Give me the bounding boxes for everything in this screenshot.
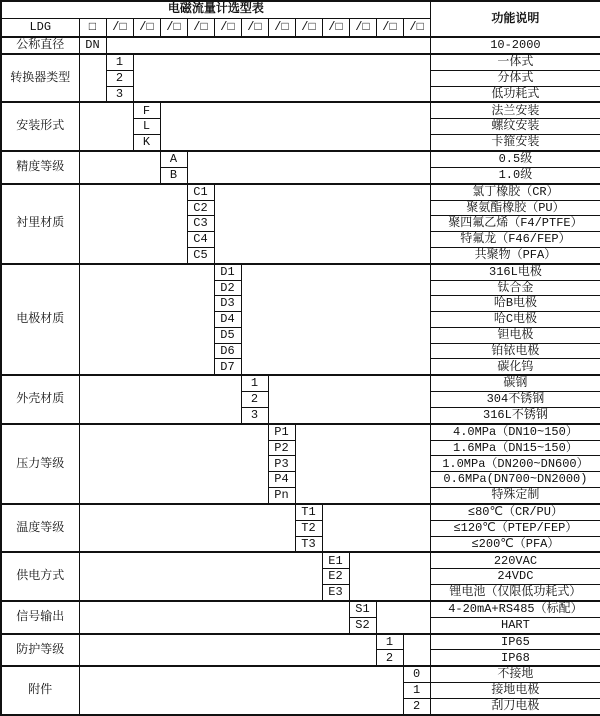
option-code-cell: D4 [214,312,241,328]
option-row [1,375,600,391]
option-desc-cell: 低功耗式 [430,86,600,102]
option-desc-cell: 特氟龙（F46/FEP） [430,232,600,248]
category-label: 压力等级 [1,424,79,504]
option-row [1,184,600,200]
category-label: 信号输出 [1,601,79,634]
option-code-cell: 2 [376,650,403,666]
option-code-cell: L [133,119,160,135]
spacer-cell [79,264,214,376]
category-label: 安装形式 [1,102,79,151]
option-desc-cell: 10-2000 [430,37,600,54]
code-slot-cell: /□ [241,18,268,37]
option-desc-cell: 1.0级 [430,167,600,183]
spacer-cell [214,184,430,264]
spacer-cell [79,552,322,601]
spacer-cell [322,504,430,553]
code-slot-cell: /□ [268,18,295,37]
option-desc-cell: 1.0MPa（DN200~DN600） [430,456,600,472]
spacer-cell [79,184,187,264]
category-label: 附件 [1,666,79,715]
code-slot-cell: /□ [214,18,241,37]
option-desc-cell: 哈B电极 [430,296,600,312]
spacer-cell [79,666,403,715]
option-code-cell: B [160,167,187,183]
option-desc-cell: 304不锈钢 [430,392,600,408]
option-desc-cell: 不接地 [430,666,600,682]
option-code-cell: 2 [403,698,430,715]
option-desc-cell: 氯丁橡胶（CR） [430,184,600,200]
option-code-cell: 1 [376,634,403,650]
option-code-cell: D7 [214,359,241,375]
spacer-cell [403,634,430,667]
option-code-cell: 2 [106,70,133,86]
code-slot-cell: /□ [376,18,403,37]
option-code-cell: D6 [214,343,241,359]
spacer-cell [241,264,430,376]
option-code-cell: Pn [268,488,295,504]
spacer-cell [349,552,430,601]
option-desc-cell: 螺纹安装 [430,119,600,135]
option-desc-cell: ≤80℃（CR/PU） [430,504,600,520]
option-row [1,666,600,682]
option-row [1,424,600,440]
option-code-cell: 3 [241,407,268,423]
option-code-cell: P4 [268,472,295,488]
option-row [1,102,600,118]
spacer-cell [376,601,430,634]
option-desc-cell: 碳钢 [430,375,600,391]
option-desc-cell: ≤200℃（PFA） [430,536,600,552]
spacer-cell [79,102,133,151]
option-desc-cell: 316L电极 [430,264,600,280]
spacer-cell [79,634,376,667]
dn-row [1,37,600,54]
category-label: 温度等级 [1,504,79,553]
spacer-cell [106,37,430,54]
option-code-cell: D3 [214,296,241,312]
option-desc-cell: 聚氨酯橡胶（PU） [430,200,600,216]
spacer-cell [295,424,430,504]
option-code-cell: DN [79,37,106,54]
title-row [1,1,600,18]
option-desc-cell: 聚四氟乙烯（F4/PTFE） [430,216,600,232]
code-slot-cell: /□ [403,18,430,37]
option-row [1,634,600,650]
spacer-cell [133,54,430,103]
option-desc-cell: 4-20mA+RS485（标配） [430,601,600,617]
option-desc-cell: 铂铱电极 [430,343,600,359]
code-slot-cell: /□ [322,18,349,37]
option-code-cell: P1 [268,424,295,440]
option-code-cell: 1 [403,683,430,699]
function-column-header: 功能说明 [430,1,600,37]
option-code-cell: 0 [403,666,430,682]
option-row [1,54,600,70]
option-desc-cell: 220VAC [430,552,600,568]
option-desc-cell: 0.6MPa(DN700~DN2000) [430,472,600,488]
option-desc-cell: ≤120℃（PTEP/FEP） [430,520,600,536]
option-code-cell: A [160,151,187,167]
option-code-cell: E2 [322,569,349,585]
spacer-cell [79,424,268,504]
code-slot-cell: /□ [295,18,322,37]
option-desc-cell: IP65 [430,634,600,650]
spacer-cell [79,601,349,634]
code-slot-cell: /□ [106,18,133,37]
option-desc-cell: 316L不锈钢 [430,407,600,423]
category-label: 外壳材质 [1,375,79,424]
option-code-cell: D1 [214,264,241,280]
option-code-cell: C2 [187,200,214,216]
option-row [1,504,600,520]
option-code-cell: P3 [268,456,295,472]
spacer-cell [187,151,430,184]
option-desc-cell: 碳化钨 [430,359,600,375]
option-code-cell: D2 [214,280,241,296]
spacer-cell [79,504,295,553]
spacer-cell [79,151,160,184]
code-slot-cell: /□ [133,18,160,37]
spacer-cell [79,54,106,103]
option-desc-cell: 法兰安装 [430,102,600,118]
option-desc-cell: 锂电池（仅限低功耗式） [430,585,600,601]
option-code-cell: T3 [295,536,322,552]
category-label: 公称直径 [1,37,79,54]
option-desc-cell: 共聚物（PFA） [430,247,600,263]
option-desc-cell: 特殊定制 [430,488,600,504]
category-label: 防护等级 [1,634,79,667]
category-label: 衬里材质 [1,184,79,264]
option-desc-cell: 1.6MPa（DN15~150） [430,440,600,456]
option-code-cell: C5 [187,247,214,263]
option-desc-cell: 4.0MPa（DN10~150） [430,424,600,440]
option-desc-cell: 钛合金 [430,280,600,296]
category-label: 转换器类型 [1,54,79,103]
option-desc-cell: HART [430,617,600,633]
option-desc-cell: 分体式 [430,70,600,86]
option-code-cell: 1 [106,54,133,70]
option-desc-cell: 哈C电极 [430,312,600,328]
option-row [1,552,600,568]
option-row [1,151,600,167]
option-desc-cell: 刮刀电极 [430,698,600,715]
option-desc-cell: 一体式 [430,54,600,70]
model-prefix: LDG [1,18,79,37]
option-desc-cell: 钽电极 [430,327,600,343]
code-slot-cell: /□ [187,18,214,37]
table-title: 电磁流量计选型表 [1,1,430,18]
category-label: 精度等级 [1,151,79,184]
dn-code-box: □ [79,18,106,37]
category-label: 供电方式 [1,552,79,601]
option-code-cell: S2 [349,617,376,633]
option-code-cell: C4 [187,232,214,248]
option-desc-cell: 24VDC [430,569,600,585]
code-slot-cell: /□ [160,18,187,37]
option-row [1,264,600,280]
option-code-cell: 2 [241,392,268,408]
option-code-cell: 3 [106,86,133,102]
option-code-cell: S1 [349,601,376,617]
spacer-cell [268,375,430,424]
option-code-cell: F [133,102,160,118]
option-code-cell: C1 [187,184,214,200]
option-desc-cell: IP68 [430,650,600,666]
option-code-cell: C3 [187,216,214,232]
spacer-cell [160,102,430,151]
option-code-cell: K [133,135,160,151]
option-code-cell: T2 [295,520,322,536]
option-row [1,601,600,617]
option-code-cell: E3 [322,585,349,601]
option-desc-cell: 卡箍安装 [430,135,600,151]
option-desc-cell: 接地电极 [430,683,600,699]
option-code-cell: E1 [322,552,349,568]
code-slot-cell: /□ [349,18,376,37]
category-label: 电极材质 [1,264,79,376]
spacer-cell [79,375,241,424]
option-desc-cell: 0.5级 [430,151,600,167]
option-code-cell: D5 [214,327,241,343]
option-code-cell: T1 [295,504,322,520]
option-code-cell: P2 [268,440,295,456]
option-code-cell: 1 [241,375,268,391]
